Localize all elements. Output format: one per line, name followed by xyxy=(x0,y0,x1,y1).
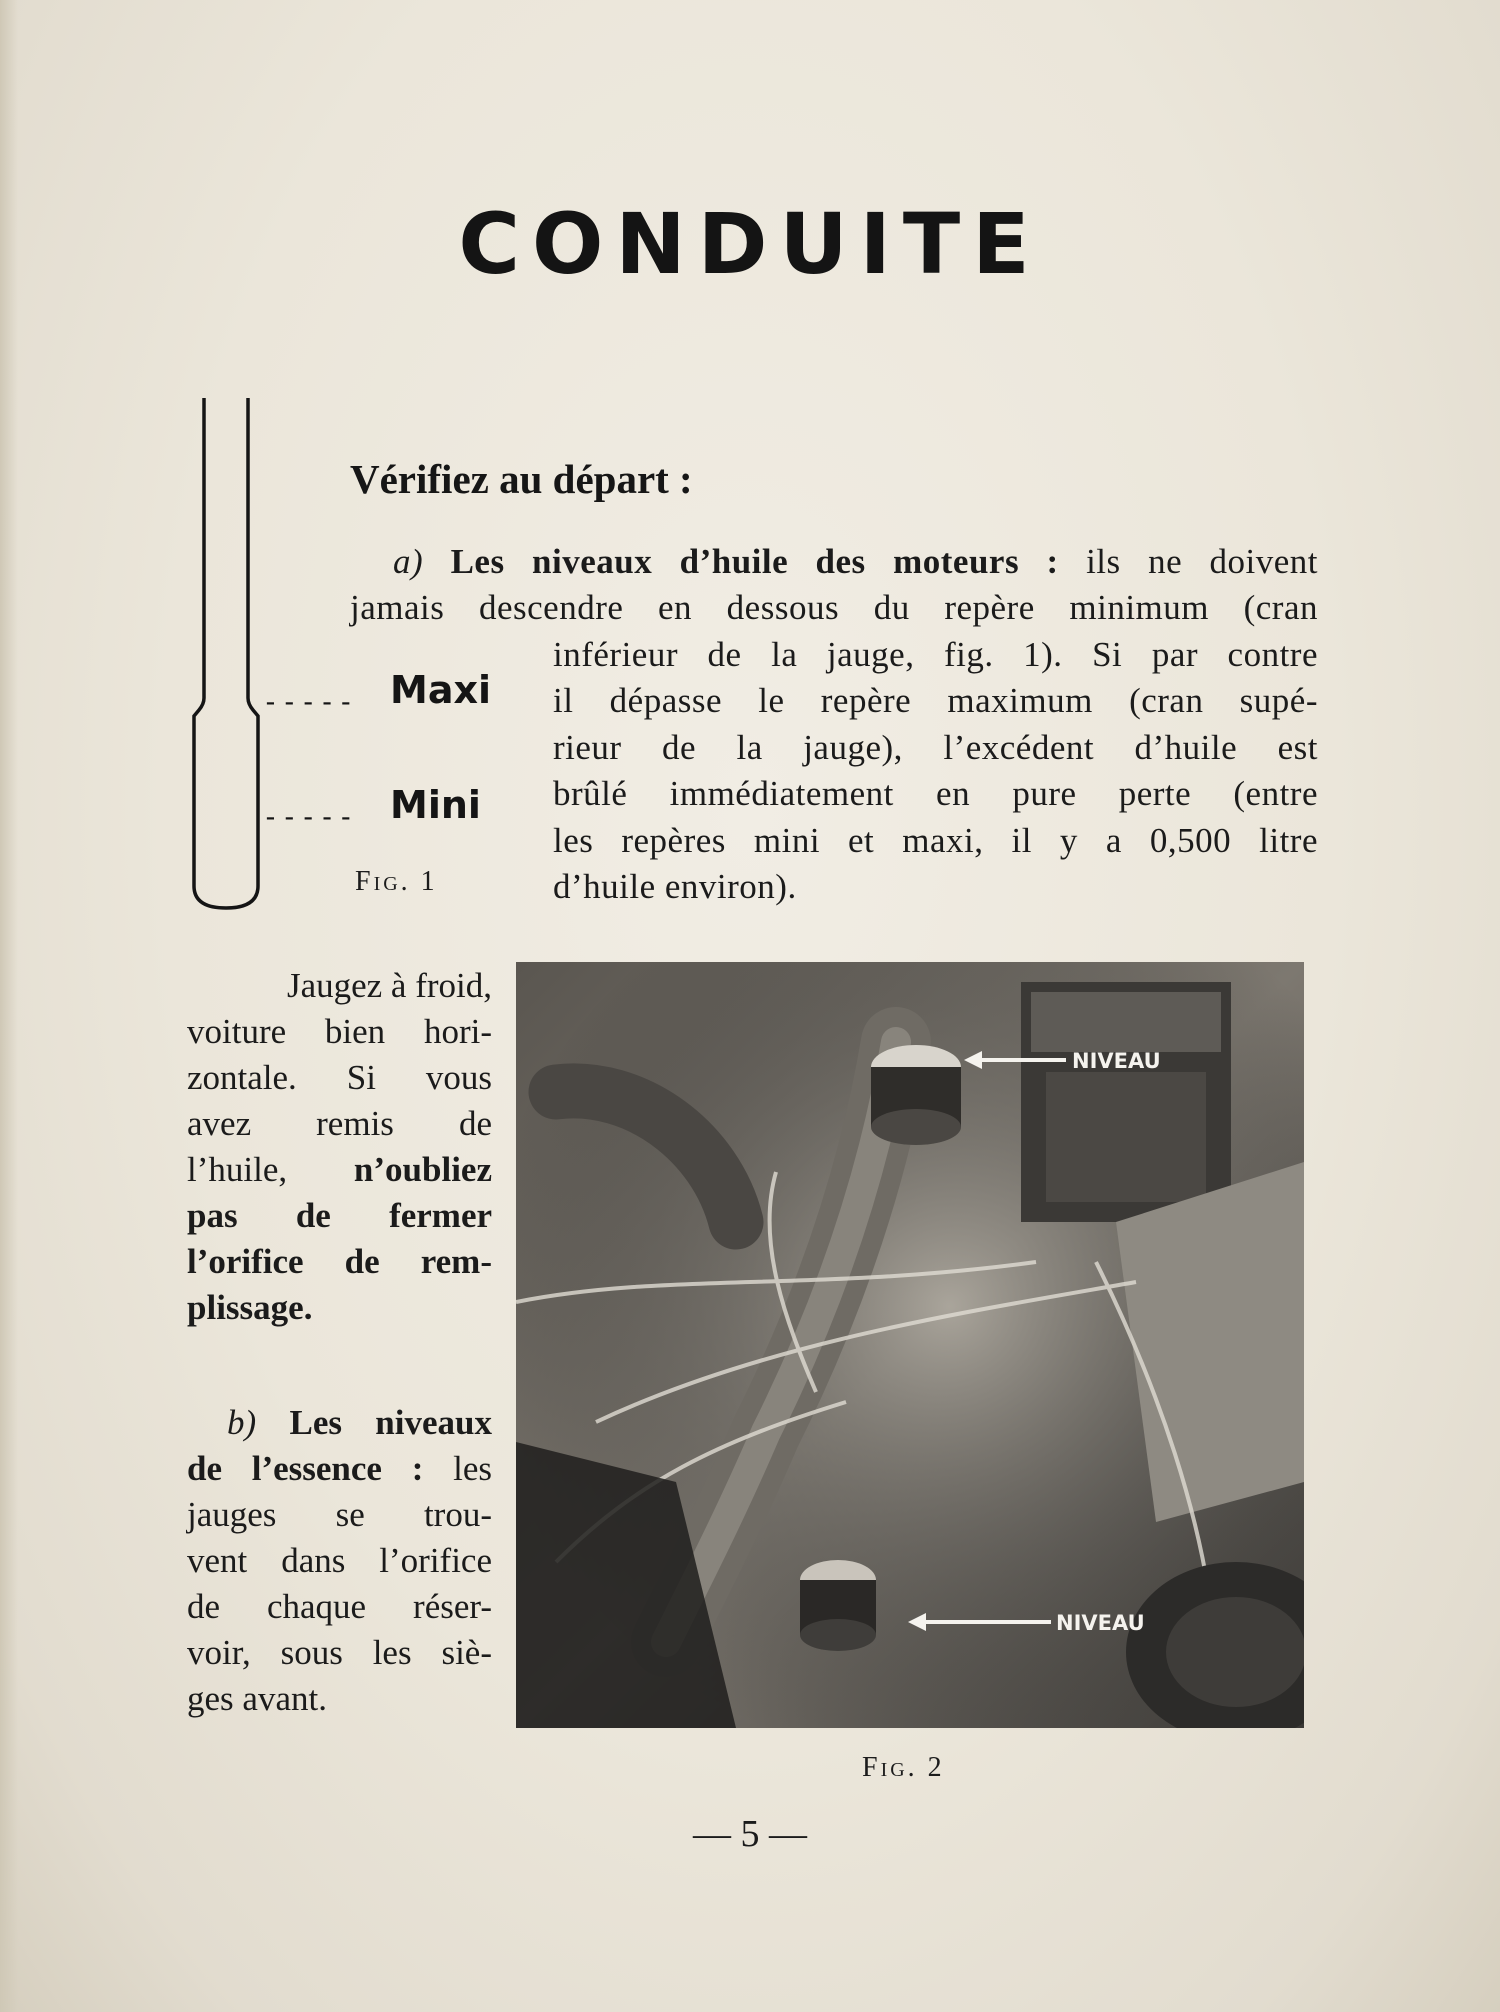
section-a-line-2: jamais descendre en dessous du repère minimum (cran xyxy=(350,588,1318,627)
engine-bay-illustration xyxy=(516,962,1304,1728)
section-b-marker: b) xyxy=(227,1403,257,1442)
section-a-line-1 xyxy=(393,542,1318,582)
side-note-line-4 xyxy=(187,1101,492,1147)
maxi-dash-line: ----- xyxy=(262,685,357,718)
section-a-marker: a) xyxy=(393,542,424,581)
section-a-line-8: d’huile environ). xyxy=(553,867,797,906)
section-a-line-3: inférieur de la jauge, fig. 1). Si par contre xyxy=(553,635,1318,674)
niveau-label-top: NIVEAU xyxy=(1072,1049,1161,1073)
fluid-reservoir-bottom-shape xyxy=(800,1560,876,1651)
figure2-caption: Fig. 2 xyxy=(862,1752,945,1783)
side-note-line-3: zontale. Si vous xyxy=(187,1058,492,1097)
side-note-word: de xyxy=(458,1104,493,1143)
page-title: CONDUITE xyxy=(458,195,1042,293)
section-b-line-6: voir, sous les siè- xyxy=(187,1633,492,1672)
page-edge-shadow xyxy=(0,0,18,2012)
side-note-word: avez xyxy=(187,1104,252,1143)
section-a-bold-lead: Les niveaux d’huile des moteurs : xyxy=(450,542,1059,581)
section-b-bold-1: Les niveaux xyxy=(289,1403,492,1442)
niveau-label-bottom: NIVEAU xyxy=(1056,1611,1145,1635)
section-b-rest-2: les xyxy=(453,1449,492,1488)
side-note-word: l’huile, xyxy=(187,1150,288,1189)
section-b-line-4: vent dans l’orifice xyxy=(187,1541,492,1580)
side-note-bold-word: de xyxy=(295,1196,331,1235)
section-b-line-7: ges avant. xyxy=(187,1679,327,1718)
side-note-line-7: l’orifice de rem- xyxy=(187,1242,492,1281)
side-note-line-2: voiture bien hori- xyxy=(187,1012,492,1051)
side-note-bold-word: fermer xyxy=(389,1196,493,1235)
battery-shape xyxy=(1021,982,1231,1222)
dipstick-outline xyxy=(194,398,258,908)
side-note-line-1: Jaugez à froid, xyxy=(286,966,492,1005)
section-a-line-1-rest: ils ne doivent xyxy=(1086,542,1319,581)
mini-dash-line: ----- xyxy=(262,800,357,833)
section-a-line-6: brûlé immédiatement en pure perte (entre xyxy=(553,774,1318,813)
section-b-line-3: jauges se trou- xyxy=(187,1495,492,1534)
section-b-line-5: de chaque réser- xyxy=(187,1587,492,1626)
side-note-bold-word: n’oubliez xyxy=(353,1150,492,1189)
section-a-line-5: rieur de la jauge), l’excédent d’huile est xyxy=(553,728,1318,767)
section-a-line-7: les repères mini et maxi, il y a 0,500 litre xyxy=(553,821,1318,860)
side-note-line-6 xyxy=(187,1193,492,1239)
dipstick-diagram xyxy=(190,398,270,918)
section-subheading: Vérifiez au départ : xyxy=(350,456,693,502)
engine-bay-photo xyxy=(516,962,1304,1728)
figure1-caption: Fig. 1 xyxy=(355,866,438,897)
section-a-line-4: il dépasse le repère maximum (cran supé- xyxy=(553,681,1318,720)
maxi-label: Maxi xyxy=(390,668,491,712)
fluid-reservoir-top-shape xyxy=(871,1045,961,1145)
side-note-bold-word: pas xyxy=(187,1196,238,1235)
section-b-line-1 xyxy=(187,1400,492,1446)
mini-label: Mini xyxy=(390,783,481,827)
side-note-line-5 xyxy=(187,1147,492,1193)
page-number: — 5 — xyxy=(693,1813,807,1855)
section-b-line-2 xyxy=(187,1446,492,1492)
side-note-line-8: plissage. xyxy=(187,1288,313,1327)
section-b-bold-2: de l’essence : xyxy=(187,1449,424,1488)
side-note-word: remis xyxy=(316,1104,394,1143)
